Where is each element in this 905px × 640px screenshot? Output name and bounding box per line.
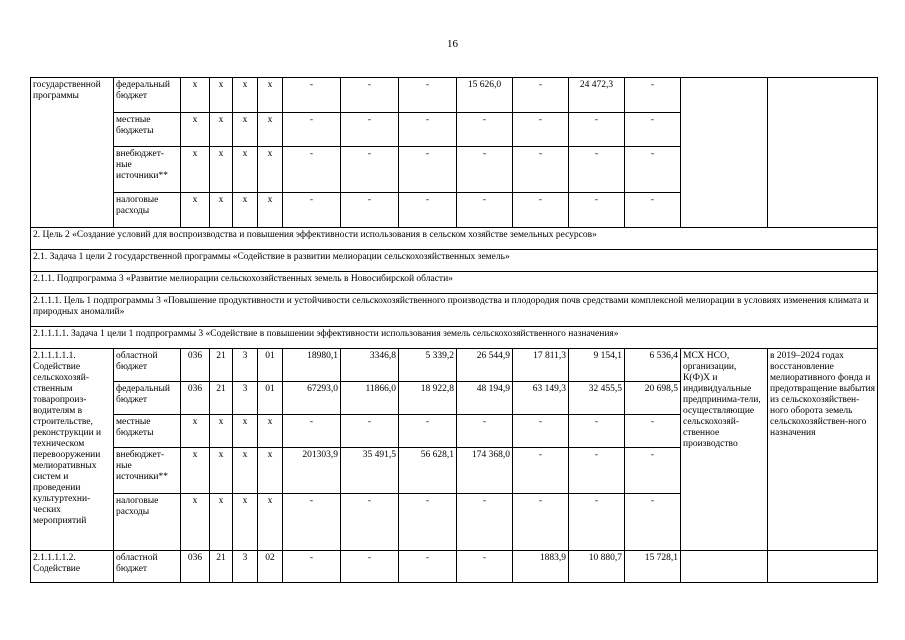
table-row <box>31 294 878 327</box>
value-cell: 18 922,8 <box>399 382 457 415</box>
section-heading: 2.1.1. Подпрограмма 3 «Развитие мелиорации сельскохозяйственных земель в Новосибирской области» <box>31 272 878 294</box>
value-cell: - <box>569 193 625 228</box>
value-cell: - <box>399 551 457 583</box>
value-cell: - <box>283 193 341 228</box>
source-cell: областной бюджет <box>114 551 181 583</box>
value-cell: 18980,1 <box>283 349 341 382</box>
code-cell: 036 <box>181 349 210 382</box>
value-cell: - <box>569 494 625 551</box>
code-cell: х <box>210 193 233 228</box>
code-cell: х <box>233 415 258 448</box>
value-cell: - <box>341 78 399 113</box>
code-cell: х <box>258 113 283 147</box>
code-cell: х <box>233 193 258 228</box>
code-cell: х <box>258 78 283 113</box>
code-cell: х <box>258 193 283 228</box>
table-row <box>31 272 878 294</box>
executor-cell <box>681 551 768 583</box>
code-cell: 21 <box>210 349 233 382</box>
value-cell: - <box>513 448 569 494</box>
value-cell: - <box>457 551 513 583</box>
code-cell: 3 <box>233 382 258 415</box>
value-cell: - <box>513 78 569 113</box>
section-heading: 2. Цель 2 «Создание условий для воспроизводства и повышения эффективности использования в сельском хозяйстве земельных ресурсов» <box>31 228 878 250</box>
code-cell: х <box>210 78 233 113</box>
value-cell: 48 194,9 <box>457 382 513 415</box>
code-cell: х <box>210 147 233 193</box>
code-cell: х <box>210 415 233 448</box>
value-cell: - <box>513 415 569 448</box>
value-cell: - <box>283 147 341 193</box>
value-cell: 56 628,1 <box>399 448 457 494</box>
result-cell <box>768 78 878 228</box>
source-cell: налоговые расходы <box>114 494 181 551</box>
value-cell: 10 880,7 <box>569 551 625 583</box>
value-cell: 201303,9 <box>283 448 341 494</box>
value-cell: 15 626,0 <box>457 78 513 113</box>
value-cell: - <box>399 415 457 448</box>
code-cell: х <box>181 415 210 448</box>
code-cell: х <box>181 448 210 494</box>
page-number: 16 <box>447 38 458 50</box>
value-cell: - <box>625 415 681 448</box>
code-cell: х <box>210 448 233 494</box>
code-cell: 3 <box>233 551 258 583</box>
value-cell: - <box>283 113 341 147</box>
code-cell: 21 <box>210 551 233 583</box>
value-cell: - <box>457 147 513 193</box>
code-cell: х <box>181 78 210 113</box>
source-cell: местные бюджеты <box>114 415 181 448</box>
value-cell: - <box>399 113 457 147</box>
result-cell: в 2019–2024 годах восстановление мелиоративного фонда и предотвращение выбытия из сельскохозяйствен-ного оборота земель сельскохозяйствен-ного назначения <box>768 349 878 551</box>
row-label: государственной программы <box>31 78 114 228</box>
value-cell: - <box>399 193 457 228</box>
code-cell: х <box>258 415 283 448</box>
code-cell: х <box>181 494 210 551</box>
code-cell: 036 <box>181 551 210 583</box>
value-cell: 174 368,0 <box>457 448 513 494</box>
source-cell: федеральный бюджет <box>114 78 181 113</box>
value-cell: 26 544,9 <box>457 349 513 382</box>
value-cell: 3346,8 <box>341 349 399 382</box>
value-cell: - <box>569 147 625 193</box>
source-cell: федеральный бюджет <box>114 382 181 415</box>
value-cell: 32 455,5 <box>569 382 625 415</box>
value-cell: 35 491,5 <box>341 448 399 494</box>
value-cell: 5 339,2 <box>399 349 457 382</box>
code-cell: х <box>233 448 258 494</box>
value-cell: - <box>341 415 399 448</box>
executor-cell <box>681 78 768 228</box>
code-cell: 02 <box>258 551 283 583</box>
code-cell: х <box>233 494 258 551</box>
source-cell: областной бюджет <box>114 349 181 382</box>
value-cell: 63 149,3 <box>513 382 569 415</box>
value-cell: - <box>399 147 457 193</box>
value-cell: - <box>625 78 681 113</box>
table-row <box>31 551 878 583</box>
code-cell: 036 <box>181 382 210 415</box>
table-row <box>31 78 878 113</box>
value-cell: - <box>399 494 457 551</box>
value-cell: - <box>569 113 625 147</box>
section-heading: 2.1.1.1. Цель 1 подпрограммы 3 «Повышение продуктивности и устойчивости сельскохозяйственного производства и плодородия почв средствами комплексной мелиорации в условиях изменения климата и природных аномалий» <box>31 294 878 327</box>
code-cell: х <box>258 147 283 193</box>
value-cell: - <box>457 113 513 147</box>
value-cell: - <box>283 78 341 113</box>
value-cell: - <box>457 494 513 551</box>
value-cell: - <box>283 551 341 583</box>
value-cell: - <box>625 193 681 228</box>
value-cell: - <box>341 113 399 147</box>
table-row <box>31 327 878 349</box>
section-heading: 2.1. Задача 1 цели 2 государственной программы «Содействие в развитии мелиорации сельскохозяйственных земель» <box>31 250 878 272</box>
code-cell: х <box>210 113 233 147</box>
code-cell: х <box>233 113 258 147</box>
code-cell: х <box>210 494 233 551</box>
section-heading: 2.1.1.1.1. Задача 1 цели 1 подпрограммы 3 «Содействие в повышении эффективности использования земель сельскохозяйственного назначения» <box>31 327 878 349</box>
value-cell: - <box>283 415 341 448</box>
source-cell: внебюджет-ные источники** <box>114 147 181 193</box>
value-cell: - <box>341 551 399 583</box>
executor-cell: МСХ НСО, организации, К(Ф)Х и индивидуальные предпринима-тели, осуществляющие сельскохозяй-ственное производство <box>681 349 768 551</box>
value-cell: - <box>341 193 399 228</box>
value-cell: - <box>569 415 625 448</box>
code-cell: х <box>233 147 258 193</box>
row-label: 2.1.1.1.1.2. Содействие <box>31 551 114 583</box>
source-cell: внебюджет-ные источники** <box>114 448 181 494</box>
code-cell: х <box>181 113 210 147</box>
value-cell: - <box>513 147 569 193</box>
code-cell: 21 <box>210 382 233 415</box>
value-cell: - <box>625 448 681 494</box>
value-cell: - <box>399 78 457 113</box>
code-cell: х <box>181 147 210 193</box>
code-cell: 3 <box>233 349 258 382</box>
value-cell: - <box>283 494 341 551</box>
value-cell: 17 811,3 <box>513 349 569 382</box>
value-cell: 24 472,3 <box>569 78 625 113</box>
value-cell: - <box>513 113 569 147</box>
value-cell: - <box>457 415 513 448</box>
table-row <box>31 250 878 272</box>
source-cell: местные бюджеты <box>114 113 181 147</box>
value-cell: - <box>569 448 625 494</box>
value-cell: - <box>513 494 569 551</box>
value-cell: 6 536,4 <box>625 349 681 382</box>
value-cell: - <box>625 113 681 147</box>
code-cell: х <box>233 78 258 113</box>
result-cell <box>768 551 878 583</box>
value-cell: - <box>341 494 399 551</box>
value-cell: - <box>625 147 681 193</box>
value-cell: 20 698,5 <box>625 382 681 415</box>
value-cell: 67293,0 <box>283 382 341 415</box>
code-cell: х <box>181 193 210 228</box>
value-cell: 9 154,1 <box>569 349 625 382</box>
value-cell: 11866,0 <box>341 382 399 415</box>
value-cell: - <box>341 147 399 193</box>
table-row <box>31 228 878 250</box>
code-cell: х <box>258 448 283 494</box>
financing-table <box>30 77 878 583</box>
code-cell: 01 <box>258 382 283 415</box>
code-cell: 01 <box>258 349 283 382</box>
code-cell: х <box>258 494 283 551</box>
value-cell: - <box>625 494 681 551</box>
value-cell: 1883,9 <box>513 551 569 583</box>
value-cell: 15 728,1 <box>625 551 681 583</box>
value-cell: - <box>513 193 569 228</box>
table-row <box>31 349 878 382</box>
row-label: 2.1.1.1.1.1. Содействие сельскохозяй-ственным товаропроиз-водителям в строительстве, реконструкции и техническом перевооружении мелиоративных систем и проведении культуртехни-ческих мероприятий <box>31 349 114 551</box>
source-cell: налоговые расходы <box>114 193 181 228</box>
value-cell: - <box>457 193 513 228</box>
